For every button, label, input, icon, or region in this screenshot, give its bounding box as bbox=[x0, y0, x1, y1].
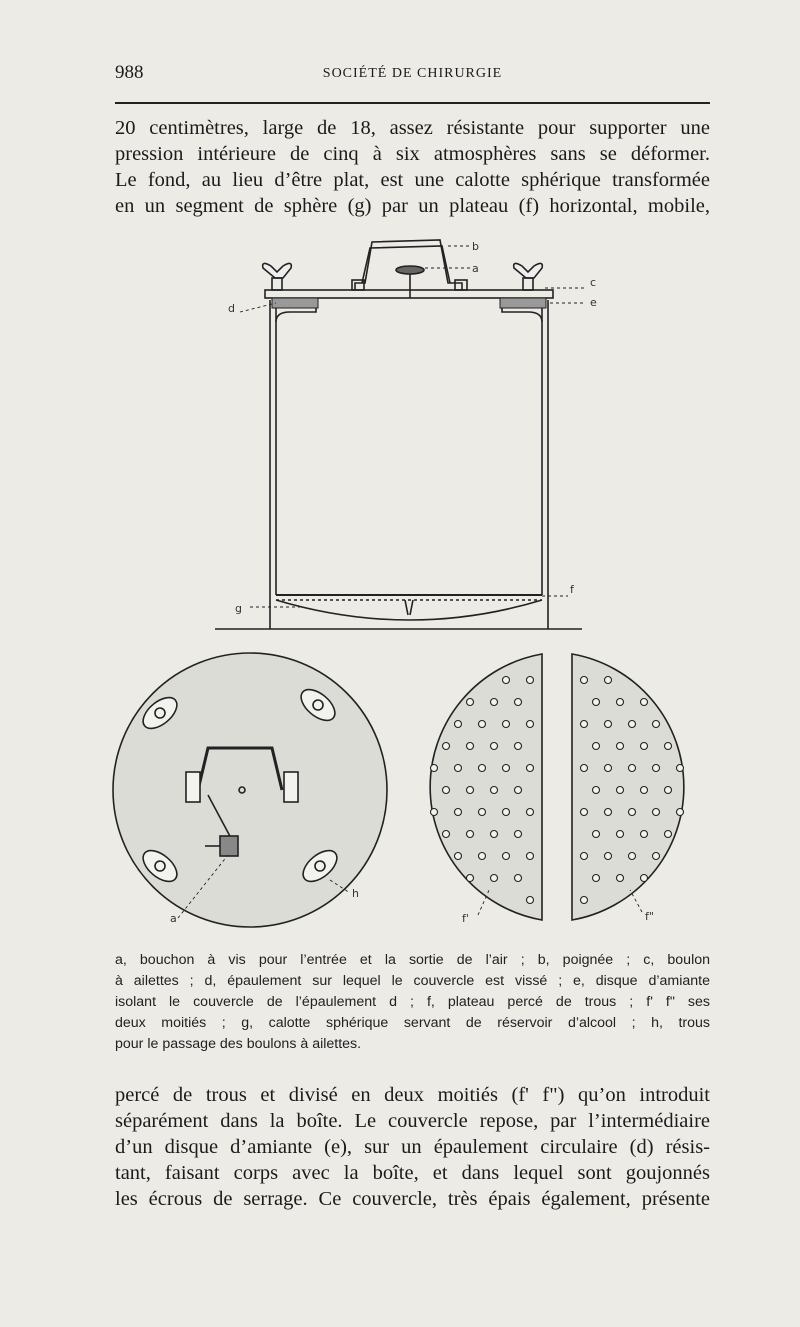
plate-divider bbox=[405, 600, 408, 615]
elevation-view bbox=[215, 240, 597, 629]
perforation-hole bbox=[605, 853, 612, 860]
label-a: a bbox=[472, 262, 479, 275]
perforation-hole bbox=[491, 699, 498, 706]
perforation-hole bbox=[629, 853, 636, 860]
calotte-g bbox=[276, 600, 542, 620]
perforation-hole bbox=[479, 809, 486, 816]
perforation-hole bbox=[455, 721, 462, 728]
perforation-hole bbox=[503, 721, 510, 728]
label-g: g bbox=[235, 602, 242, 615]
text-line: en un segment de sphère (g) par un plateau (f) horizontal, mobile, bbox=[115, 195, 710, 217]
caption-line: à ailettes ; d, épaulement sur lequel le couvercle est vissé ; e, disque d’amiante bbox=[115, 973, 710, 989]
perforation-hole bbox=[665, 787, 672, 794]
caption-line: isolant le couvercle de l’épaulement d ; f, plateau percé de trous ; f' f" ses bbox=[115, 994, 710, 1010]
perforation-hole bbox=[641, 699, 648, 706]
perforation-hole bbox=[515, 831, 522, 838]
perforation-hole bbox=[491, 743, 498, 750]
handle-bracket-right bbox=[455, 280, 467, 290]
perforation-hole bbox=[677, 765, 684, 772]
perforation-hole bbox=[503, 853, 510, 860]
lid-top-view bbox=[113, 653, 387, 927]
perforation-hole bbox=[467, 787, 474, 794]
perforation-hole bbox=[515, 787, 522, 794]
text-line: séparément dans la boîte. Le couvercle repose, par l’intermédiaire bbox=[115, 1110, 710, 1132]
asbestos-disk-right bbox=[500, 298, 546, 308]
perforation-hole bbox=[629, 809, 636, 816]
perforation-hole bbox=[431, 765, 438, 772]
perforation-hole bbox=[641, 743, 648, 750]
plate-divider bbox=[410, 600, 413, 615]
text-line: les écrous de serrage. Ce couvercle, très épais également, présente bbox=[115, 1188, 710, 1210]
handle-bracket-top-right bbox=[284, 772, 298, 802]
perforation-hole bbox=[605, 721, 612, 728]
perforation-hole bbox=[641, 831, 648, 838]
label-e: e bbox=[590, 296, 597, 309]
perforation-hole bbox=[503, 809, 510, 816]
perforation-hole bbox=[479, 721, 486, 728]
perforation-hole bbox=[455, 765, 462, 772]
perforation-hole bbox=[581, 677, 588, 684]
label-d: d bbox=[228, 302, 235, 315]
perforation-hole bbox=[653, 721, 660, 728]
perforation-hole bbox=[593, 831, 600, 838]
label-f1: f' bbox=[462, 912, 469, 925]
perforation-hole bbox=[617, 787, 624, 794]
perforation-hole bbox=[617, 875, 624, 882]
perforation-hole bbox=[443, 743, 450, 750]
perforation-hole bbox=[527, 677, 534, 684]
perforation-hole bbox=[479, 853, 486, 860]
handle-inner bbox=[362, 246, 450, 283]
perforation-hole bbox=[653, 809, 660, 816]
perforation-hole bbox=[467, 699, 474, 706]
label-h: h bbox=[352, 887, 359, 900]
caption-line: a, bouchon à vis pour l’entrée et la sortie de l’air ; b, poignée ; c, boulon bbox=[115, 952, 710, 968]
screw-plug-top bbox=[220, 836, 238, 856]
perforation-hole bbox=[467, 831, 474, 838]
caption-line: pour le passage des boulons à ailettes. bbox=[115, 1036, 362, 1052]
perforation-hole bbox=[443, 831, 450, 838]
perforation-hole bbox=[581, 721, 588, 728]
wing-bolt-right bbox=[514, 263, 543, 290]
perforation-hole bbox=[605, 677, 612, 684]
perforation-hole bbox=[515, 875, 522, 882]
label-f: f bbox=[570, 583, 574, 596]
paragraph-bottom bbox=[115, 1082, 710, 1212]
perforation-hole bbox=[593, 875, 600, 882]
perforation-hole bbox=[653, 853, 660, 860]
label-a-top: a bbox=[170, 912, 177, 925]
perforation-hole bbox=[491, 787, 498, 794]
plate-halves bbox=[430, 654, 684, 925]
label-c: c bbox=[590, 276, 597, 289]
perforation-hole bbox=[617, 831, 624, 838]
perforation-hole bbox=[503, 677, 510, 684]
perforation-hole bbox=[605, 809, 612, 816]
perforation-hole bbox=[455, 853, 462, 860]
perforation-hole bbox=[581, 853, 588, 860]
perforation-hole bbox=[593, 699, 600, 706]
perforation-hole bbox=[527, 765, 534, 772]
perforation-hole bbox=[455, 809, 462, 816]
perforation-hole bbox=[479, 765, 486, 772]
perforation-hole bbox=[581, 765, 588, 772]
label-f2: f" bbox=[645, 910, 654, 923]
perforation-hole bbox=[515, 743, 522, 750]
perforation-hole bbox=[677, 809, 684, 816]
perforation-hole bbox=[629, 721, 636, 728]
perforation-hole bbox=[641, 875, 648, 882]
perforation-hole bbox=[515, 699, 522, 706]
perforation-hole bbox=[617, 743, 624, 750]
label-b: b bbox=[472, 240, 479, 253]
perforation-hole bbox=[617, 699, 624, 706]
text-line: d’un disque d’amiante (e), sur un épaulement circulaire (d) résis- bbox=[115, 1136, 710, 1158]
handle-bracket-top-left bbox=[186, 772, 200, 802]
perforation-hole bbox=[491, 831, 498, 838]
page-number: 988 bbox=[115, 62, 144, 83]
perforation-hole bbox=[467, 743, 474, 750]
perforation-hole bbox=[431, 809, 438, 816]
text-line: pression intérieure de cinq à six atmosphères sans se déformer. bbox=[115, 143, 710, 165]
perforation-hole bbox=[593, 787, 600, 794]
perforation-hole bbox=[527, 897, 534, 904]
text-line: Le fond, au lieu d’être plat, est une calotte sphérique transformée bbox=[115, 169, 710, 191]
perforation-hole bbox=[665, 743, 672, 750]
running-title: SOCIÉTÉ DE CHIRURGIE bbox=[322, 66, 503, 81]
perforation-hole bbox=[491, 875, 498, 882]
perforation-hole bbox=[641, 787, 648, 794]
text-line: 20 centimètres, large de 18, assez résistante pour supporter une bbox=[115, 117, 710, 139]
perforation-hole bbox=[629, 765, 636, 772]
perforation-hole bbox=[581, 897, 588, 904]
perforation-hole bbox=[593, 743, 600, 750]
perforation-hole bbox=[443, 787, 450, 794]
perforation-hole bbox=[653, 765, 660, 772]
lid-disk bbox=[113, 653, 387, 927]
caption-line: deux moitiés ; g, calotte sphérique servant de réservoir d’alcool ; h, trous bbox=[115, 1015, 710, 1031]
perforation-hole bbox=[581, 809, 588, 816]
asbestos-disk-left bbox=[272, 298, 318, 308]
perforation-hole bbox=[527, 721, 534, 728]
figure-caption bbox=[115, 950, 710, 1055]
perforation-hole bbox=[527, 809, 534, 816]
perforation-hole bbox=[467, 875, 474, 882]
wing-bolt-left bbox=[263, 263, 292, 290]
perforation-hole bbox=[527, 853, 534, 860]
text-line: tant, faisant corps avec la boîte, et dans lequel sont goujonnés bbox=[115, 1162, 710, 1184]
perforation-hole bbox=[503, 765, 510, 772]
screw-plug bbox=[396, 266, 424, 274]
perforation-hole bbox=[665, 831, 672, 838]
lid bbox=[265, 290, 553, 298]
text-line: percé de trous et divisé en deux moitiés (f' f") qu’on introduit bbox=[115, 1084, 710, 1106]
perforation-hole bbox=[605, 765, 612, 772]
